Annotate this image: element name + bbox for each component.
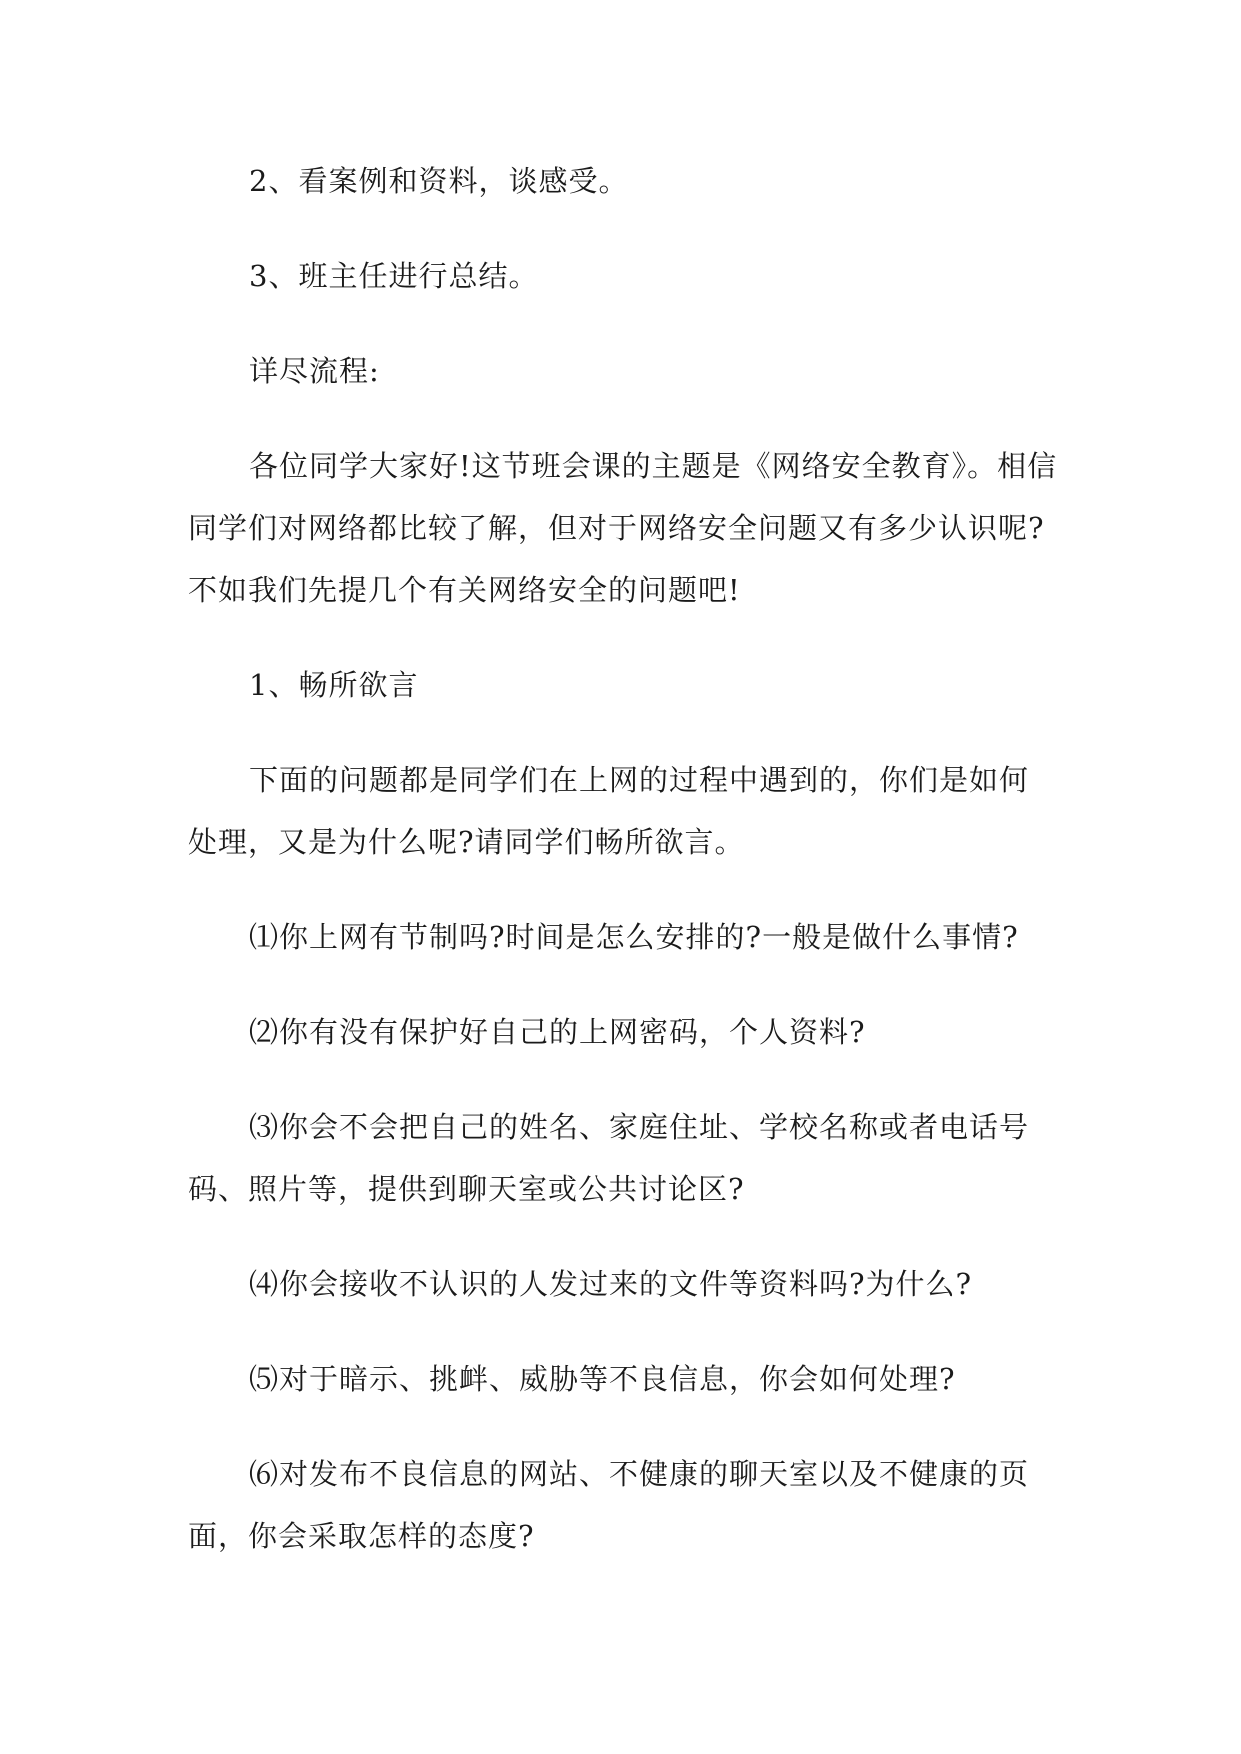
paragraph-step-3: 3、班主任进行总结。 xyxy=(249,259,539,293)
question-item-6: ⑹对发布不良信息的网站、不健康的聊天室以及不健康的页面，你会采取怎样的态度? xyxy=(188,1457,1030,1553)
section-heading-speak-freely: 1、畅所欲言 xyxy=(249,668,419,702)
paragraph-questions-intro: 下面的问题都是同学们在上网的过程中遇到的，你们是如何处理，又是为什么呢?请同学们畅所欲言。 xyxy=(188,763,1030,859)
question-item-3: ⑶你会不会把自己的姓名、家庭住址、学校名称或者电话号码、照片等，提供到聊天室或公共讨论区? xyxy=(188,1110,1030,1206)
question-item-1: ⑴你上网有节制吗?时间是怎么安排的?一般是做什么事情? xyxy=(249,920,1019,954)
document-body xyxy=(188,150,1058,1567)
question-item-5: ⑸对于暗示、挑衅、威胁等不良信息，你会如何处理? xyxy=(249,1362,956,1396)
section-heading-detailed-process: 详尽流程: xyxy=(249,354,380,388)
question-item-2: ⑵你有没有保护好自己的上网密码，个人资料? xyxy=(249,1015,866,1049)
paragraph-introduction: 各位同学大家好!这节班会课的主题是《网络安全教育》。相信同学们对网络都比较了解，但对于网络安全问题又有多少认识呢?不如我们先提几个有关网络安全的问题吧! xyxy=(188,449,1058,607)
question-item-4: ⑷你会接收不认识的人发过来的文件等资料吗?为什么? xyxy=(249,1267,973,1301)
paragraph-step-2: 2、看案例和资料，谈感受。 xyxy=(249,164,629,198)
